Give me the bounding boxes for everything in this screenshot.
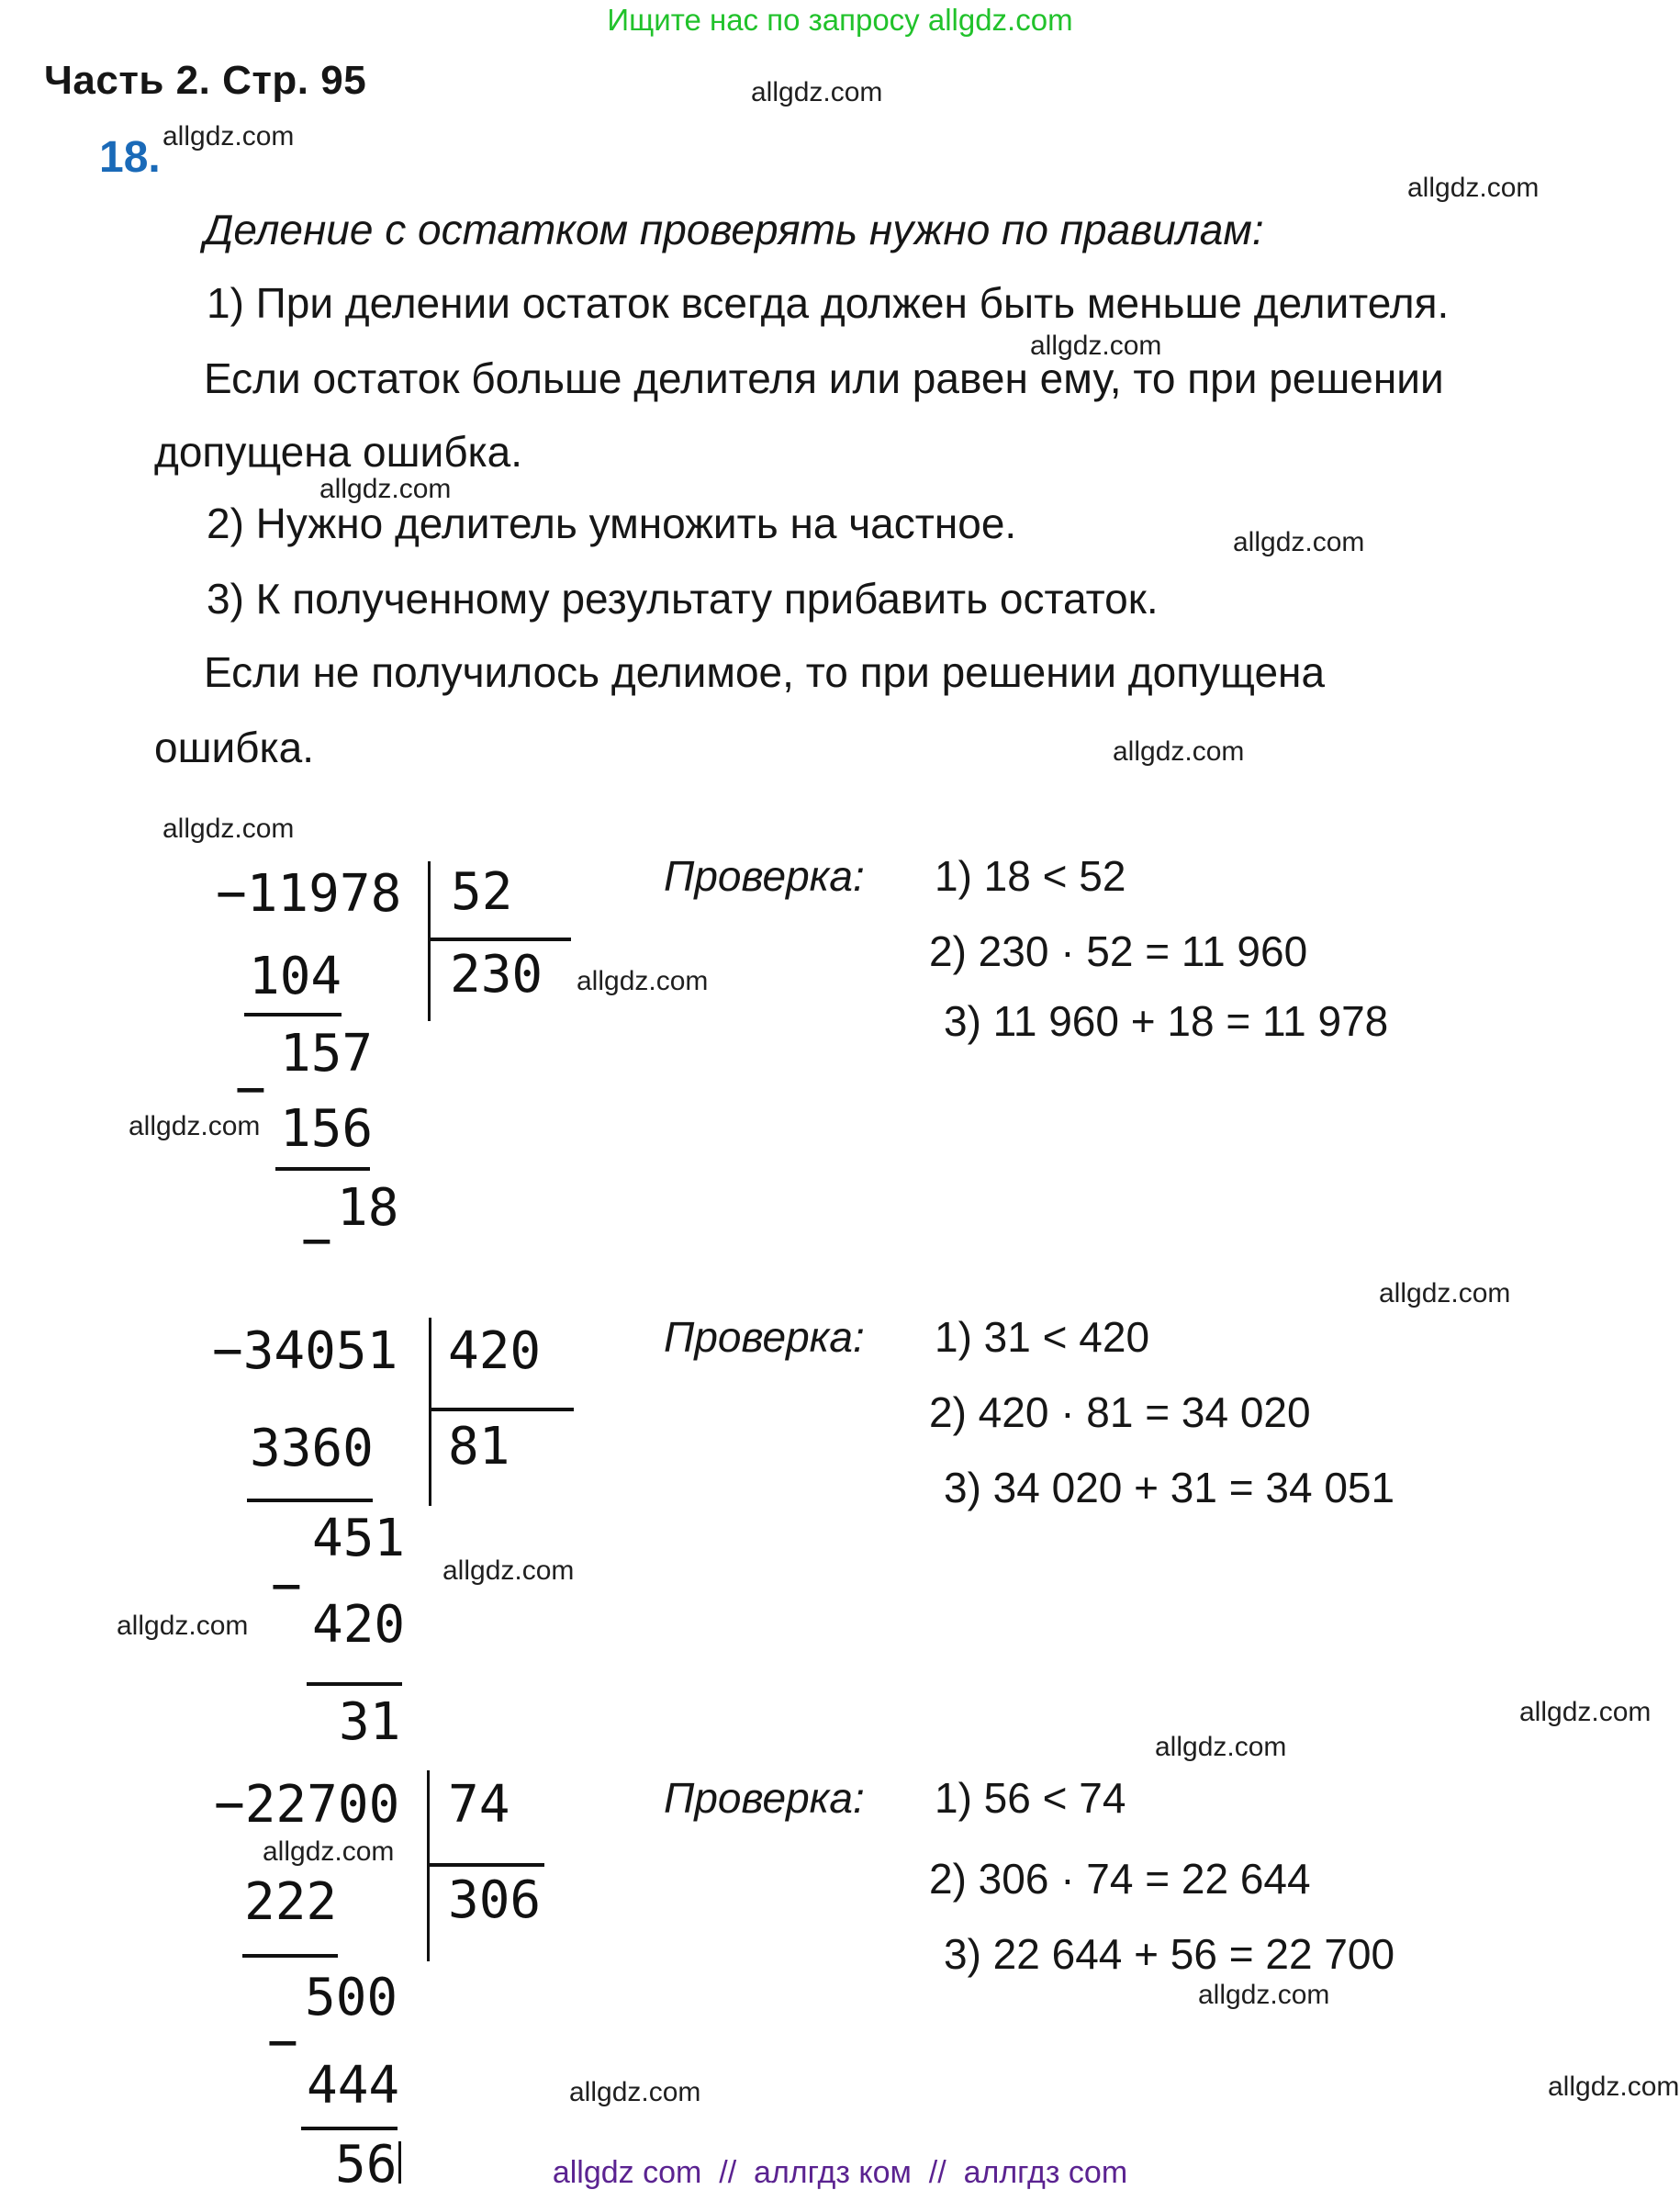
quotient: 81 <box>448 1417 510 1477</box>
rules-heading: Деление с остатком проверять нужно по правилам: <box>204 206 1264 253</box>
quotient: 306 <box>448 1870 542 1930</box>
watermark: allgdz.com <box>577 966 709 996</box>
quotient: 230 <box>450 945 543 1005</box>
check-line: 3) 11 960 + 18 = 11 978 <box>944 997 1389 1045</box>
subtrahend: 222 <box>244 1872 338 1932</box>
watermark: allgdz.com <box>569 2077 701 2107</box>
watermark: allgdz.com <box>117 1611 249 1641</box>
check-line: 3) 34 020 + 31 = 34 051 <box>944 1464 1395 1511</box>
watermark: allgdz.com <box>1155 1732 1287 1762</box>
check-label: Проверка: <box>664 852 865 900</box>
watermark: allgdz.com <box>1233 527 1365 557</box>
subtrahend: 156 <box>280 1099 374 1159</box>
watermark: allgdz.com <box>319 474 452 504</box>
division-bracket-horizontal <box>427 1863 544 1867</box>
watermark: allgdz.com <box>162 121 295 152</box>
check-label: Проверка: <box>664 1774 865 1822</box>
check-line: 2) 230 · 52 = 11 960 <box>929 927 1308 975</box>
divisor: 74 <box>448 1775 510 1835</box>
divisor: 420 <box>448 1321 542 1381</box>
check-line: 1) 56 < 74 <box>935 1774 1126 1822</box>
subtrahend: 104 <box>249 947 342 1006</box>
dividend: −34051 <box>212 1321 398 1381</box>
rule-line: Если остаток больше делителя или равен ему, то при решении <box>204 354 1444 402</box>
watermark: allgdz.com <box>1198 1980 1330 2010</box>
subtrahend: 420 <box>312 1595 406 1655</box>
minus-sign: − <box>271 1556 302 1616</box>
rule-line: 3) К полученному результату прибавить остаток. <box>207 575 1159 623</box>
rule-line: 1) При делении остаток всегда должен быть меньше делителя. <box>207 279 1450 327</box>
final-remainder: 18 <box>337 1178 399 1238</box>
minus-sign: − <box>235 1060 266 1119</box>
dividend: −22700 <box>214 1775 400 1835</box>
divisor: 52 <box>451 862 513 922</box>
division-bracket-vertical <box>429 1318 431 1506</box>
subtraction-line <box>244 1013 342 1016</box>
final-remainder: 31 <box>339 1692 401 1752</box>
subtraction-line <box>301 2127 398 2130</box>
rule-line: 2) Нужно делитель умножить на частное. <box>207 500 1017 547</box>
check-line: 1) 18 < 52 <box>935 852 1126 900</box>
watermark: allgdz.com <box>1548 2072 1680 2102</box>
dividend: −11978 <box>216 864 402 924</box>
check-line: 2) 306 · 74 = 22 644 <box>929 1855 1311 1903</box>
remainder-step: 500 <box>305 1968 398 2027</box>
watermark: allgdz.com <box>442 1555 575 1586</box>
watermark: allgdz.com <box>1030 331 1162 361</box>
watermark: allgdz.com <box>1519 1697 1652 1727</box>
subtraction-line <box>247 1499 373 1502</box>
check-line: 3) 22 644 + 56 = 22 700 <box>944 1930 1395 1978</box>
division-bracket-horizontal <box>428 938 571 941</box>
remainder-step: 451 <box>312 1509 406 1568</box>
final-remainder: 56 <box>335 2135 398 2195</box>
subtraction-line <box>242 1954 338 1958</box>
watermark: allgdz.com <box>162 814 295 844</box>
footer-site-line: allgdz com // аллгдз ком // аллгдз com <box>552 2155 1128 2190</box>
check-line: 1) 31 < 420 <box>935 1313 1150 1361</box>
rule-line: ошибка. <box>154 724 315 771</box>
division-bracket-horizontal <box>429 1408 574 1411</box>
watermark: allgdz.com <box>751 77 883 107</box>
minus-sign: − <box>301 1211 332 1271</box>
watermark: allgdz.com <box>1113 736 1245 767</box>
minus-sign: − <box>267 2013 298 2072</box>
check-line: 2) 420 · 81 = 34 020 <box>929 1388 1311 1436</box>
subtraction-line <box>307 1682 402 1686</box>
division-bracket-vertical <box>428 861 431 1021</box>
watermark: allgdz.com <box>1407 173 1540 203</box>
check-label: Проверка: <box>664 1313 865 1361</box>
watermark: allgdz.com <box>263 1836 395 1867</box>
subtrahend: 444 <box>307 2056 400 2116</box>
watermark: allgdz.com <box>1379 1278 1511 1308</box>
site-notice: Ищите нас по запросу allgdz.com <box>607 3 1073 37</box>
remainder-step: 157 <box>280 1024 374 1084</box>
task-number: 18. <box>99 133 161 182</box>
rule-line: допущена ошибка. <box>154 428 523 476</box>
rule-line: Если не получилось делимое, то при решении допущена <box>204 648 1326 696</box>
page-title: Часть 2. Стр. 95 <box>44 58 367 103</box>
watermark: allgdz.com <box>129 1111 261 1141</box>
subtraction-line <box>275 1167 370 1171</box>
subtrahend: 3360 <box>250 1419 374 1478</box>
